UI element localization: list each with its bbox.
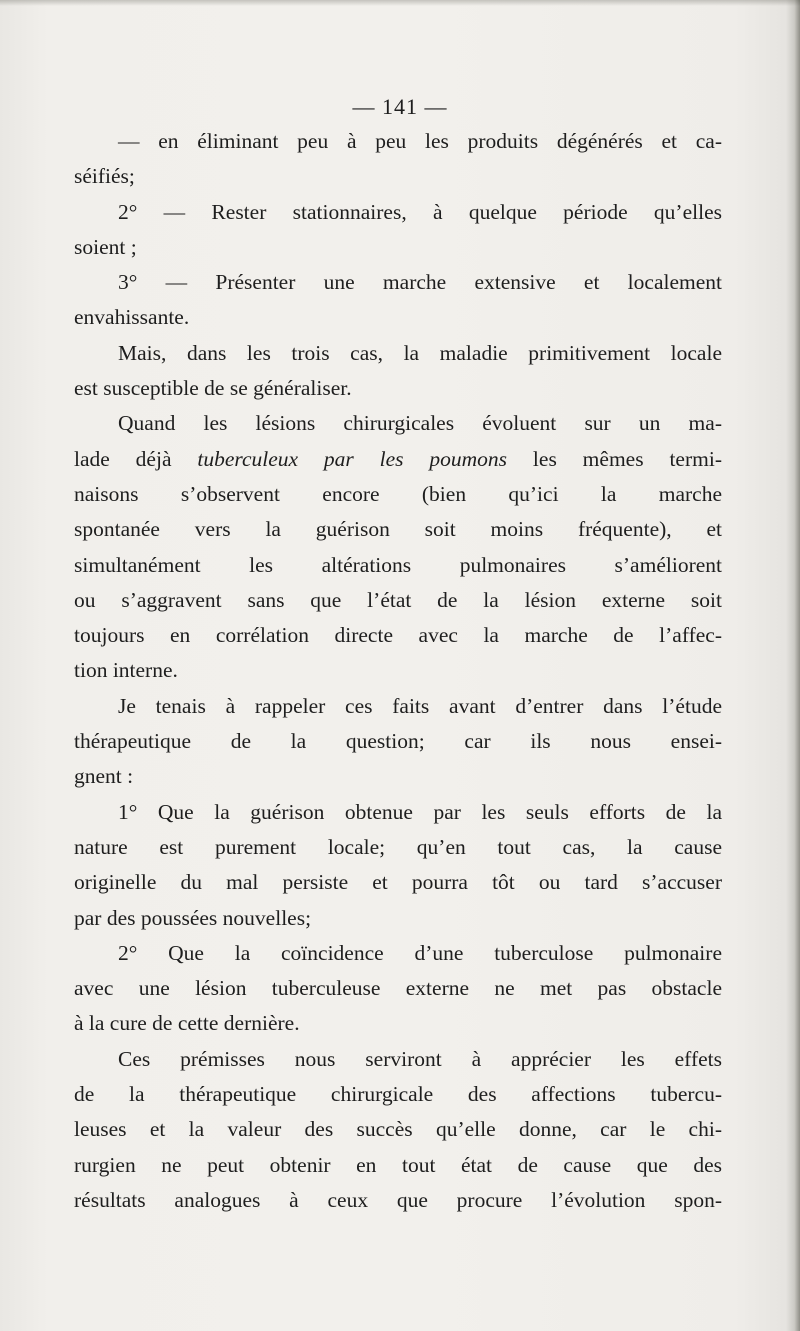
text-line: Ces prémisses nous serviront à apprécier les effets — [118, 1046, 722, 1071]
body-text — [74, 124, 722, 1218]
text-line: rurgien ne peut obtenir en tout état de cause que des — [74, 1152, 722, 1177]
text-line: est susceptible de se généraliser. — [74, 376, 352, 401]
text-line: naisons s’observent encore (bien qu’ici la marche — [74, 481, 722, 506]
text-line: à la cure de cette dernière. — [74, 1011, 300, 1036]
text-line: simultanément les altérations pulmonaires s’améliorent — [74, 552, 722, 577]
text-line: 3° — Présenter une marche extensive et localement — [118, 270, 722, 295]
text-line: soient ; — [74, 234, 137, 259]
text-line: nature est purement locale; qu’en tout cas, la cause — [74, 834, 722, 859]
text-line: 2° — Rester stationnaires, à quelque période qu’elles — [118, 199, 722, 224]
text-line: par des poussées nouvelles; — [74, 905, 312, 930]
page-top-shadow — [0, 0, 800, 6]
text-line: originelle du mal persiste et pourra tôt ou tard s’accuser — [74, 870, 722, 895]
text-line: tion interne. — [74, 658, 178, 683]
text-line: Mais, dans les trois cas, la maladie primitivement locale — [118, 340, 722, 365]
italic-phrase: tuberculeux par les poumons — [197, 446, 508, 471]
text-line: gnent : — [74, 764, 134, 789]
text-line: spontanée vers la guérison soit moins fréquente), et — [74, 517, 722, 542]
text-line: ou s’aggravent sans que l’état de la lésion externe soit — [74, 587, 722, 612]
text-line: Quand les lésions chirurgicales évoluent sur un ma- — [118, 411, 722, 436]
text-line: Je tenais à rappeler ces faits avant d’entrer dans l’étude — [118, 693, 722, 718]
text-line: 2° Que la coïncidence d’une tuberculose pulmonaire — [118, 940, 722, 965]
text-line: leuses et la valeur des succès qu’elle donne, car le chi- — [74, 1117, 722, 1142]
text-line: — en éliminant peu à peu les produits dégénérés et ca- — [118, 129, 722, 153]
text-line — [74, 442, 722, 477]
text-line: 1° Que la guérison obtenue par les seuls efforts de la — [118, 799, 722, 824]
text-line: de la thérapeutique chirurgicale des affections tubercu- — [74, 1082, 722, 1107]
text-line: résultats analogues à ceux que procure l’évolution spon- — [74, 1187, 722, 1212]
page-number-header: — 141 — — [352, 94, 448, 119]
text-line: séifiés; — [74, 164, 135, 189]
text-line: thérapeutique de la question; car ils nous ensei- — [74, 729, 722, 754]
text-line: toujours en corrélation directe avec la marche de l’affec- — [74, 623, 722, 648]
text-segment: les mêmes termi- — [507, 446, 722, 471]
text-segment: lade déjà — [74, 446, 198, 471]
text-line: envahissante. — [74, 305, 190, 330]
page-edge-shadow — [786, 0, 800, 1331]
text-line: avec une lésion tuberculeuse externe ne met pas obstacle — [74, 976, 722, 1001]
